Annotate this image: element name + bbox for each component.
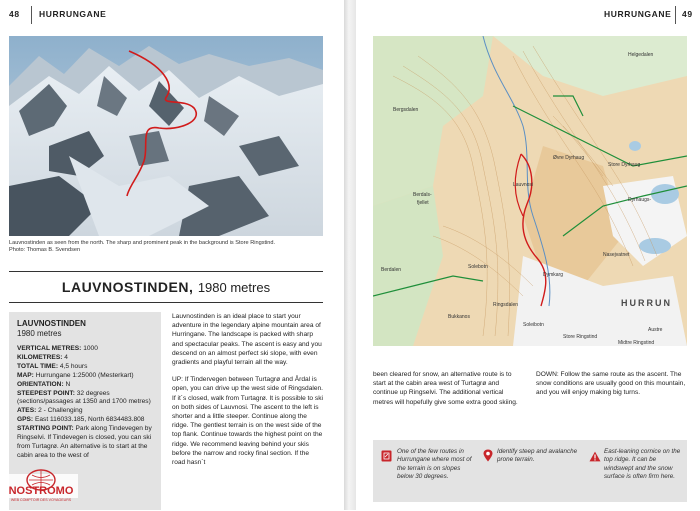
svg-text:Lauvnosi: Lauvnosi bbox=[513, 182, 534, 188]
caption-text: Lauvnostinden as seen from the north. The sharp and prominent peak in the background is Store Ringstind. bbox=[9, 240, 276, 246]
book-gutter bbox=[344, 0, 356, 510]
avalanche-pin-icon bbox=[483, 449, 493, 467]
descent-paragraph: DOWN: Follow the same route as the ascent. The snow conditions are usually good on this mountain, and you will enjoy making big turns. bbox=[536, 371, 686, 397]
facts-subheading: 1980 metres bbox=[17, 329, 62, 338]
svg-text:fjellet: fjellet bbox=[417, 200, 429, 206]
svg-text:Øvre Dyrhaug: Øvre Dyrhaug bbox=[553, 155, 585, 161]
intro-paragraph: Lauvnostinden is an ideal place to start your adventure in the legendary alpine mountain area of Hurringane. The landscape is packed with sharp and spectacular peaks. The ascent is easy and you descend on an almost perfect ski slope, with even gradients and playful terrain all the way. bbox=[172, 313, 322, 367]
svg-text:Bergsdalen: Bergsdalen bbox=[393, 107, 419, 113]
left-running-header bbox=[9, 6, 329, 24]
fact-row: TOTAL TIME: 4,5 hours bbox=[17, 362, 88, 370]
route-title-height: 1980 metres bbox=[197, 280, 271, 295]
body-column-left bbox=[172, 312, 324, 475]
facts-heading: LAUVNOSTINDEN bbox=[17, 319, 86, 328]
alternative-route-paragraph: been cleared for snow, an alternative route is to start at the cabin area west of Turtagrø and continue up Ringselvi. The additional vertical metres will hopefully give some extra good skiing. bbox=[373, 371, 518, 406]
nostromo-logo bbox=[4, 466, 78, 506]
svg-text:Nasejvatnet: Nasejvatnet bbox=[603, 252, 630, 258]
page-number: 48 bbox=[9, 9, 20, 19]
photo-credit: Photo: Thomas B. Svendsen bbox=[9, 247, 81, 253]
running-title: HURRUNGANE bbox=[39, 9, 107, 19]
fact-row: STEEPEST POINT: 32 degrees (sections/passages at 1350 and 1700 metres) bbox=[17, 389, 151, 406]
logo-wordmark: NOSTROMO bbox=[8, 485, 74, 497]
svg-text:Solebotn: Solebotn bbox=[468, 264, 488, 270]
topographic-map bbox=[373, 36, 687, 346]
svg-text:Soleibotn: Soleibotn bbox=[523, 322, 544, 328]
tip-text: One of the few routes in Hurrungane where most of the terrain is on slopes below 30 degrees. bbox=[397, 448, 472, 481]
photo-caption bbox=[9, 240, 323, 254]
fact-row: VERTICAL METRES: 1000 bbox=[17, 345, 98, 352]
right-running-header bbox=[373, 6, 693, 24]
header-divider bbox=[675, 6, 676, 24]
svg-text:Ringsdalen: Ringsdalen bbox=[493, 302, 519, 308]
fact-row: GPS: East 116033.185, North 6834483.808 bbox=[17, 416, 145, 424]
svg-text:Store Ringstind: Store Ringstind bbox=[563, 334, 598, 340]
facts-list bbox=[17, 345, 159, 461]
running-title: HURRUNGANE bbox=[604, 9, 672, 19]
body-column-right-2 bbox=[536, 370, 688, 406]
body-column-right-1 bbox=[373, 370, 525, 415]
fact-row: MAP: Hurrungane 1:25000 (Mesterkart) bbox=[17, 371, 134, 379]
route-title-peak: LAUVNOSTINDEN, bbox=[61, 279, 194, 295]
route-title bbox=[9, 271, 323, 303]
page-number: 49 bbox=[682, 9, 693, 19]
svg-text:Berdalen: Berdalen bbox=[381, 267, 402, 273]
ascent-paragraph: UP: If Tindervegen between Turtagrø and Årdal is open, you can drive up the west side of Ringsdalen. If it´s closed, walk from Turtagrø. It is possible to ski on both sides of Lauvnosi. The ascent to the left is shorter and a little steeper. Continue along the ridge. The gentlest terrain is on the west side of the top flank. Continue towards the highest point on the ridge. We recommend leaving behind your skis before the narrow and rocky final section. If the road hasn´t bbox=[172, 376, 324, 467]
svg-text:HURRUN: HURRUN bbox=[621, 298, 672, 308]
header-divider bbox=[31, 6, 32, 24]
steepness-warning-icon bbox=[381, 449, 392, 467]
left-page bbox=[0, 0, 344, 510]
cornice-warning-icon bbox=[589, 449, 601, 467]
fact-row: STARTING POINT: Park along Tindevegen by Ringselvi. If Tindevegen is closed, you can ski from Turtagrø. An alternative is to start at the cabin area to the west of bbox=[17, 425, 152, 459]
svg-text:Dyrhaugs-: Dyrhaugs- bbox=[628, 197, 652, 203]
fact-row: ATES: 2 - Challenging bbox=[17, 407, 83, 415]
svg-text:Store Dyrhaug: Store Dyrhaug bbox=[608, 162, 641, 168]
fact-row: KILOMETRES: 4 bbox=[17, 353, 68, 361]
svg-text:Austre: Austre bbox=[648, 327, 663, 333]
tip-text: East-leaning cornice on the top ridge. It can be windswept and the snow surface is often firm here. bbox=[604, 448, 681, 481]
svg-text:Bukkanos: Bukkanos bbox=[448, 314, 470, 320]
svg-text:Dymkarg: Dymkarg bbox=[543, 272, 564, 278]
fact-row: ORIENTATION: N bbox=[17, 380, 71, 388]
svg-text:Helgedalen: Helgedalen bbox=[628, 52, 654, 58]
logo-tagline: WEB COMPTOIR DES VOYAGEURS bbox=[10, 498, 72, 502]
svg-text:Berdals-: Berdals- bbox=[413, 192, 432, 198]
tips-box bbox=[373, 440, 687, 502]
svg-text:Midtre Ringstind: Midtre Ringstind bbox=[618, 340, 655, 346]
tip-text: Identify steep and avalanche prone terrain. bbox=[497, 448, 578, 464]
mountain-photo bbox=[9, 36, 323, 236]
